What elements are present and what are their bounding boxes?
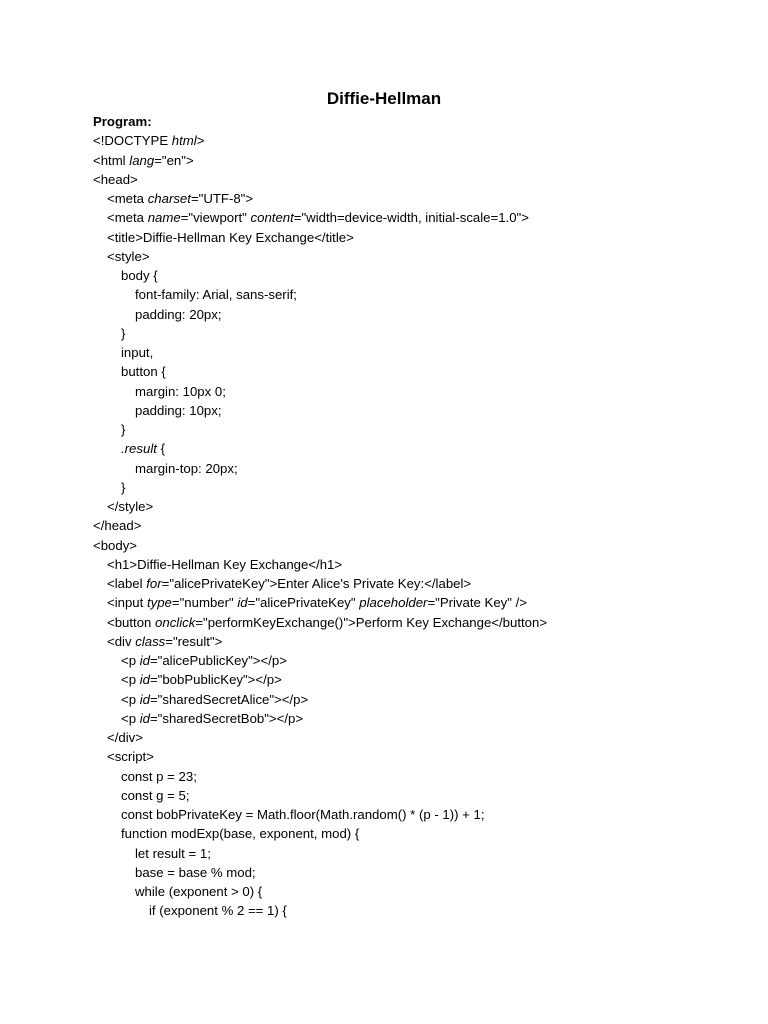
code-text: ="alicePublicKey"></p> [149,653,287,668]
code-text: margin-top: 20px; [135,460,238,476]
code-line [93,228,733,247]
code-text: while (exponent > 0) { [135,884,263,899]
code-line [93,247,733,266]
code-line [93,151,733,170]
code-line [93,670,733,689]
code-line [93,632,733,651]
code-text: if (exponent % 2 == 1) { [149,903,287,919]
code-text: <!DOCTYPE [93,133,172,149]
code-line [93,844,733,863]
code-text: body { [121,268,158,283]
code-line [93,767,733,786]
code-text: <label [107,576,147,591]
code-attribute: id [139,672,150,688]
code-text: ="width=device-width, initial-scale=1.0"> [293,210,529,226]
code-line [93,555,733,574]
code-line [93,863,733,882]
code-attribute: id [237,595,248,611]
code-text: ="sharedSecretBob"></p> [149,710,304,726]
code-attribute: lang [129,152,155,168]
code-text: button { [121,364,166,380]
code-line [93,285,733,304]
code-line [93,497,733,516]
page-title: Diffie-Hellman [326,89,442,108]
code-text: let result = 1; [135,845,211,861]
code-text: base = base % mod; [135,864,256,880]
code-text: } [121,422,126,437]
code-attribute: placeholder [359,595,428,611]
code-text: ="UTF-8"> [190,191,254,206]
code-attribute: .result [121,441,157,457]
code-text: </div> [107,730,143,745]
code-text: input, [121,345,154,360]
code-text: padding: 20px; [135,306,222,322]
code-text: const bobPrivateKey = Math.floor(Math.random() * (p - 1)) + 1; [121,807,485,822]
code-line [93,343,733,362]
code-line [93,189,733,208]
code-attribute: id [139,710,150,726]
code-text: </style> [107,499,154,514]
code-line [93,305,733,324]
code-line [93,651,733,670]
code-line [93,824,733,843]
code-text: ="viewport" [180,210,251,226]
code-line [93,459,733,478]
code-attribute: onclick [155,614,196,630]
code-line [93,786,733,805]
code-attribute: html [171,133,197,149]
code-text: <p [121,710,140,726]
code-text: </head> [93,518,142,534]
code-text: ="bobPublicKey"></p> [149,672,282,688]
code-text: function modExp(base, exponent, mod) { [121,826,360,842]
code-line [93,420,733,439]
code-attribute: id [139,653,150,668]
code-text: } [121,325,126,341]
code-listing [93,112,733,921]
code-text: <p [121,691,140,707]
code-text: font-family: Arial, sans-serif; [135,287,297,303]
code-line [93,536,733,555]
code-attribute: content [250,210,294,226]
code-line [93,170,733,189]
code-attribute: type [146,595,172,611]
code-text: <meta [107,210,148,226]
code-line [93,382,733,401]
code-text: const p = 23; [121,768,197,784]
code-line [93,208,733,227]
code-text: ="sharedSecretAlice"></p> [149,691,309,707]
code-line [93,362,733,381]
code-text: <html [93,152,130,168]
code-text: } [121,479,126,495]
code-line [93,593,733,612]
code-attribute: for [146,576,162,591]
code-text: { [156,441,165,457]
code-text: const g = 5; [121,787,190,803]
section-label: Program: [93,114,152,129]
code-text: ="en"> [154,152,194,168]
code-attribute: charset [147,191,191,206]
code-line [93,747,733,766]
code-line [93,805,733,824]
code-text: <p [121,653,140,668]
code-text: <style> [107,248,150,264]
code-text: <input [107,595,147,611]
code-line [93,728,733,747]
code-line [93,574,733,593]
code-line [93,901,733,920]
code-line [93,882,733,901]
code-line [93,709,733,728]
code-text: > [196,133,205,149]
code-text: padding: 10px; [135,402,222,418]
code-text: <head> [93,171,138,187]
code-text: ="result"> [165,633,223,649]
code-text: <meta [107,191,148,206]
code-text: <div [107,633,136,649]
code-text: <h1>Diffie-Hellman Key Exchange</h1> [107,556,343,572]
code-line [93,439,733,458]
code-line [93,613,733,632]
code-text: ="number" [171,595,238,611]
code-line [93,401,733,420]
code-line [93,516,733,535]
code-line [93,478,733,497]
code-text: ="alicePrivateKey">Enter Alice's Private Key:</label> [161,576,472,591]
code-text: ="performKeyExchange()">Perform Key Exchange</button> [195,614,548,630]
code-text: <script> [107,749,154,765]
code-line [93,690,733,709]
code-text: margin: 10px 0; [135,383,226,399]
code-line [93,131,733,150]
code-attribute: class [135,633,166,649]
code-line [93,324,733,343]
code-text: <button [107,614,156,630]
code-line [93,266,733,285]
code-attribute: id [139,691,150,707]
code-text: <title>Diffie-Hellman Key Exchange</title> [107,229,354,245]
code-text: ="Private Key" /> [427,595,527,611]
code-attribute: name [147,210,181,226]
code-text: <p [121,672,140,688]
code-text: <body> [93,537,137,553]
code-text: ="alicePrivateKey" [247,595,360,611]
